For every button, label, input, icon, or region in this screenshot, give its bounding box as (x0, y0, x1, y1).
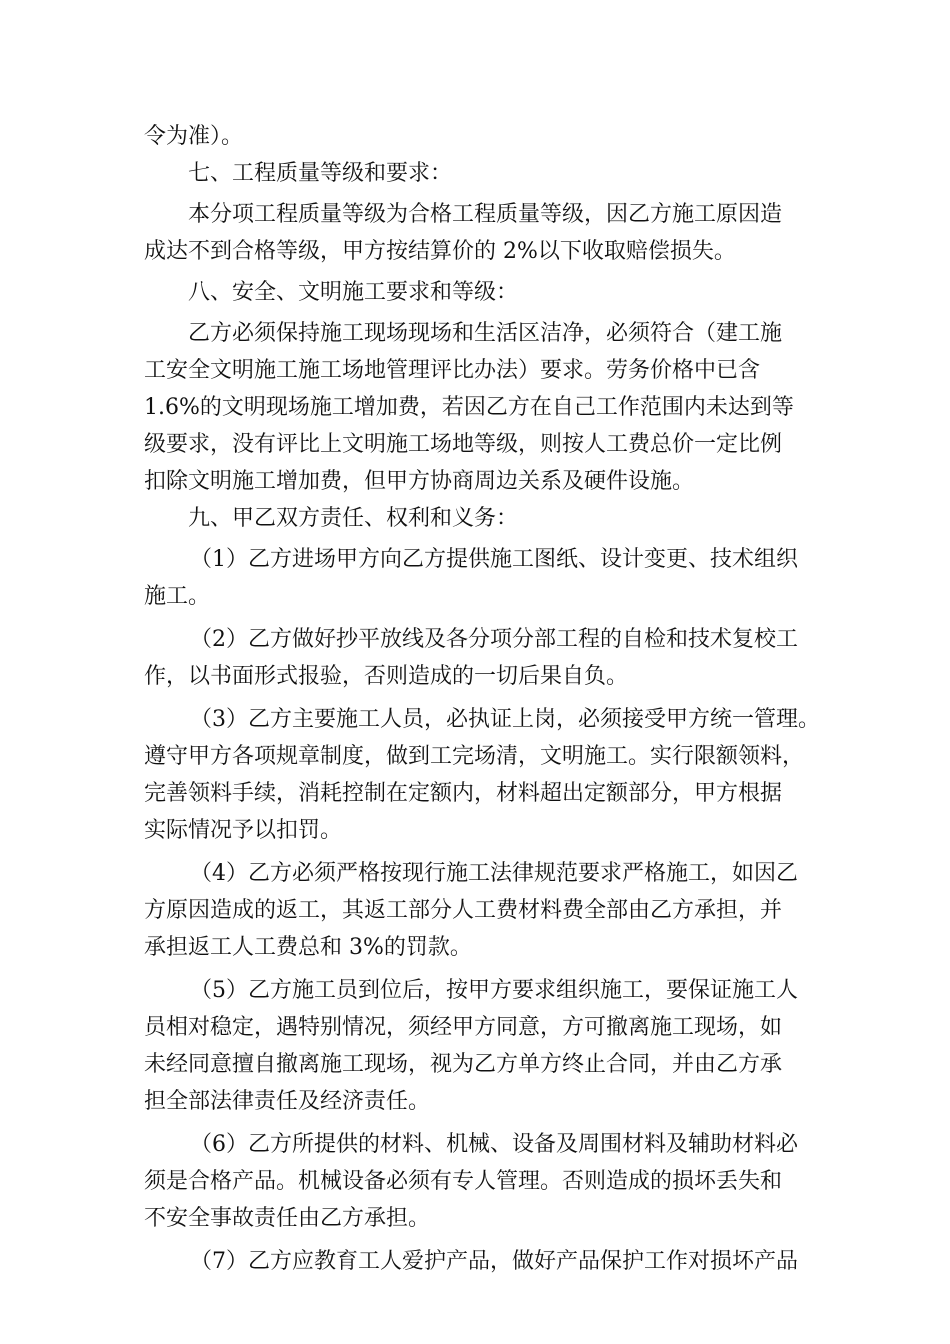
text-line: 扣除文明施工增加费，但甲方协商周边关系及硬件设施。 (144, 469, 695, 494)
text-line: （1）乙方进场甲方向乙方提供施工图纸、设计变更、技术组织 (190, 547, 798, 572)
text-line: 令为准）。 (144, 124, 244, 149)
clause-5 (144, 972, 808, 1120)
heading-section-8 (144, 274, 808, 311)
text-line: （5）乙方施工员到位后，按甲方要求组织施工，要保证施工人 (190, 978, 798, 1003)
text-line: 工安全文明施工施工场地管理评比办法）要求。劳务价格中已含 (144, 358, 761, 383)
heading-section-7 (144, 155, 808, 192)
text-line: 实际情况予以扣罚。 (144, 818, 343, 843)
text-line: 员相对稳定，遇特别情况，须经甲方同意，方可撤离施工现场，如 (144, 1015, 783, 1040)
text-line: 遵守甲方各项规章制度，做到工完场清，文明施工。实行限额领料， (144, 744, 805, 769)
text-line: 1.6%的文明现场施工增加费，若因乙方在自己工作范围内未达到等 (144, 395, 794, 420)
text-line: 成达不到合格等级，甲方按结算价的 2%以下收取赔偿损失。 (144, 239, 736, 264)
text-line: 本分项工程质量等级为合格工程质量等级，因乙方施工原因造 (188, 202, 783, 227)
clause-7 (144, 1243, 808, 1280)
text-line: （2）乙方做好抄平放线及各分项分部工程的自检和技术复校工 (190, 627, 798, 652)
text-line: （3）乙方主要施工人员，必执证上岗，必须接受甲方统一管理。 (190, 707, 820, 732)
text-line: 七、工程质量等级和要求： (188, 161, 453, 186)
text-line: 不安全事故责任由乙方承担。 (144, 1206, 431, 1231)
text-line: 方原因造成的返工，其返工部分人工费材料费全部由乙方承担，并 (144, 898, 783, 923)
clause-1 (144, 541, 808, 615)
text-line: 乙方必须保持施工现场现场和生活区洁净，必须符合（建工施 (188, 321, 783, 346)
text-line: 八、安全、文明施工要求和等级： (188, 280, 519, 305)
text-line: 级要求，没有评比上文明施工场地等级，则按人工费总价一定比例 (144, 432, 783, 457)
clause-2 (144, 621, 808, 695)
text-line: 担全部法律责任及经济责任。 (144, 1089, 431, 1114)
text-line: 完善领料手续，消耗控制在定额内，材料超出定额部分，甲方根据 (144, 781, 783, 806)
paragraph-quality (144, 196, 808, 270)
text-line: 承担返工人工费总和 3%的罚款。 (144, 935, 472, 960)
paragraph-safety (144, 315, 808, 500)
paragraph-continuation (144, 118, 808, 155)
text-line: 九、甲乙双方责任、权利和义务： (188, 506, 519, 531)
clause-4 (144, 855, 808, 966)
document-body (144, 118, 820, 1280)
heading-section-9 (144, 500, 808, 537)
text-line: 施工。 (144, 584, 211, 609)
text-line: （4）乙方必须严格按现行施工法律规范要求严格施工，如因乙 (190, 861, 798, 886)
text-line: 未经同意擅自撤离施工现场，视为乙方单方终止合同，并由乙方承 (144, 1052, 783, 1077)
text-line: （7）乙方应教育工人爱护产品，做好产品保护工作对损坏产品 (190, 1249, 798, 1274)
clause-3 (144, 701, 820, 849)
text-line: 作，以书面形式报验，否则造成的一切后果自负。 (144, 664, 629, 689)
text-line: （6）乙方所提供的材料、机械、设备及周围材料及辅助材料必 (190, 1132, 798, 1157)
text-line: 须是合格产品。机械设备必须有专人管理。否则造成的损坏丢失和 (144, 1169, 783, 1194)
clause-6 (144, 1126, 808, 1237)
